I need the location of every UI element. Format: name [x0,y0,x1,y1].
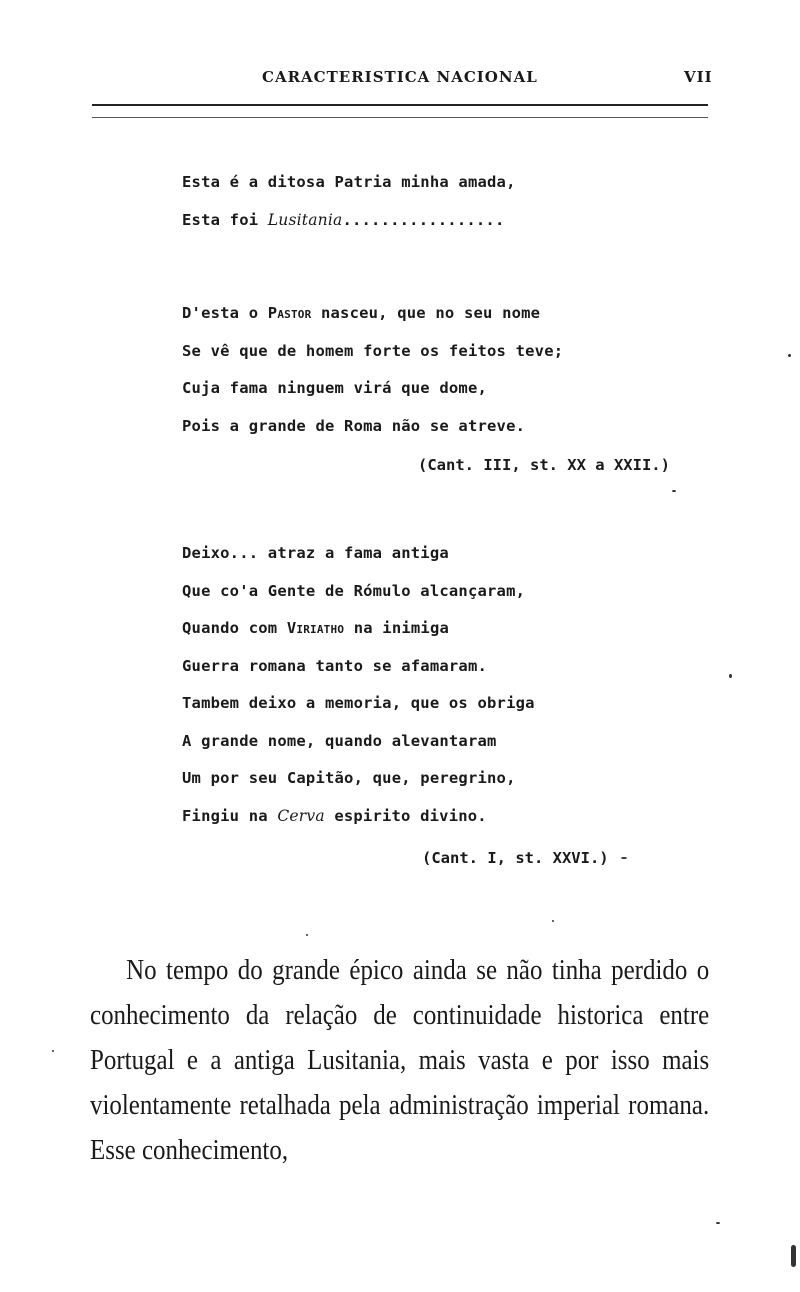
page-number: VII [684,68,713,86]
header-rule-top [92,104,708,106]
verse-line: Fingiu na Cerva espirito divino. [182,806,487,825]
verse-line: Pois a grande de Roma não se atreve. [182,416,526,435]
verse-line: A grande nome, quando alevantaram [182,731,497,750]
header-rule-bottom [92,117,708,118]
print-speck [672,490,676,492]
print-speck [552,920,554,922]
verse-line: Esta foi Lusitania................. [182,210,505,229]
verse-line: Que co'a Gente de Rómulo alcançaram, [182,581,526,600]
running-title: CARACTERISTICA NACIONAL [262,68,538,86]
italic-word: Cerva [277,806,325,825]
verse-line: Tambem deixo a memoria, que os obriga [182,694,535,712]
verse-line: Guerra romana tanto se afamaram. [182,656,488,675]
verse-line: Se vê que de homem forte os feitos teve; [182,341,564,360]
body-paragraph: No tempo do grande épico ainda se não tinha perdido o conhecimento da relação de continuidade historica entre Portugal e a antiga Lusitania, mais vasta e por isso mais violentamente retalhada pela administração imperial romana. Esse conhecimento, [90,954,710,1166]
small-caps-word: Pastor [267,304,312,322]
verse-line: Esta é a ditosa Patria minha amada, [182,173,516,191]
print-speck [729,674,732,678]
print-speck [621,857,627,859]
verse-stanza-2 [182,295,563,445]
print-speck [52,1050,54,1052]
verse-line: Quando com Viriatho na inimiga [182,619,450,637]
print-speck [306,934,308,936]
print-speck [791,1245,796,1267]
verse-line: Cuja fama ninguem virá que dome, [182,379,488,397]
citation-canto-i: (Cant. I, st. XXVI.) [422,849,609,867]
citation-canto-iii: (Cant. III, st. XX a XXII.) [418,456,670,474]
verse-stanza-3 [182,535,535,835]
page-header [0,66,800,96]
print-speck [716,1222,720,1224]
italic-word: Lusitania [267,210,343,229]
print-speck [788,354,791,357]
small-caps-word: Viriatho [286,619,345,637]
verse-line: Deixo... atraz a fama antiga [182,544,449,562]
verse-stanza-1 [182,164,516,239]
verse-line: Um por seu Capitão, que, peregrino, [182,769,516,787]
verse-line: D'esta o Pastor nasceu, que no seu nome [182,304,541,322]
